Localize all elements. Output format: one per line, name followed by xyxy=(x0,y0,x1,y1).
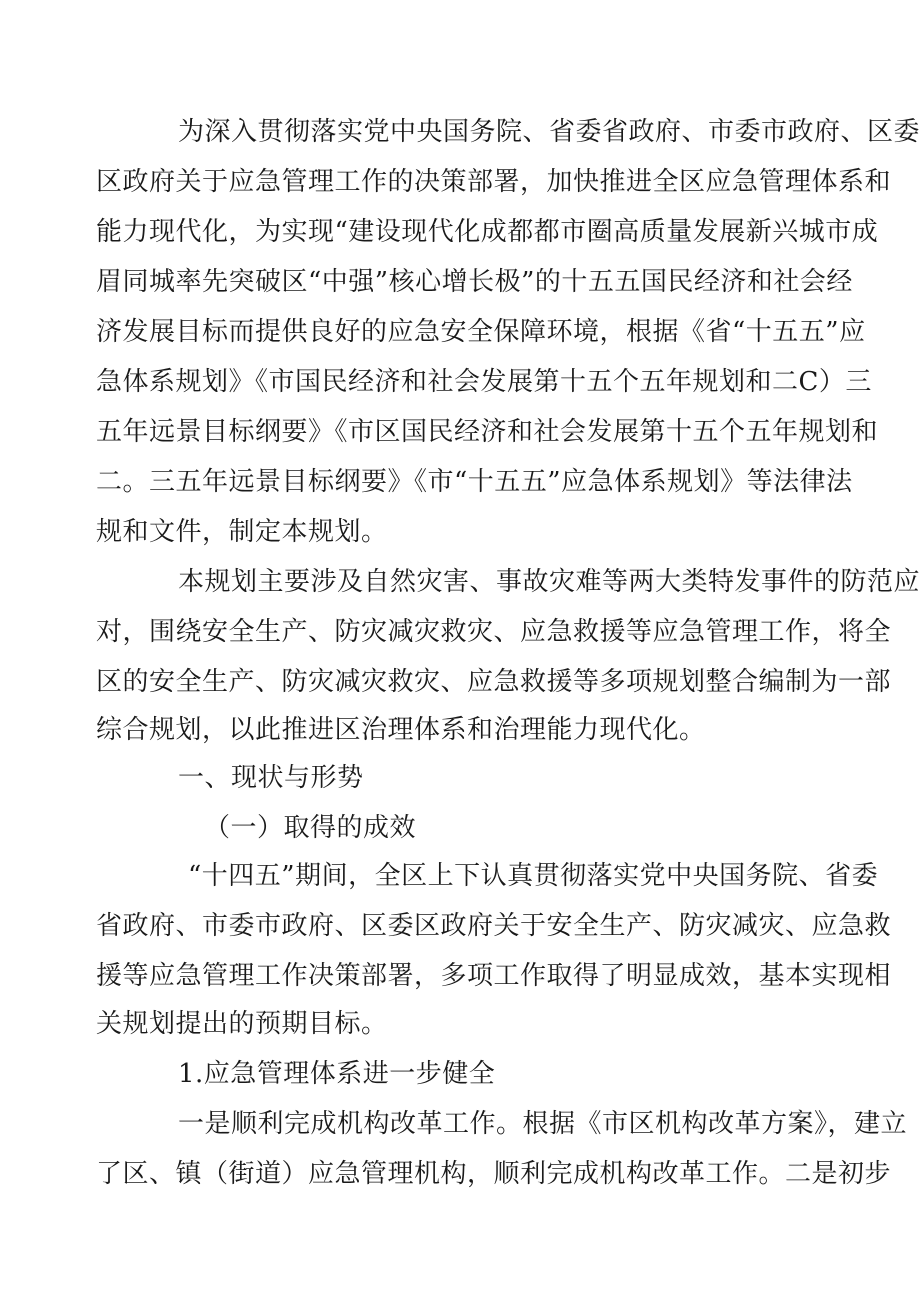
paragraph-1-line-5: 济发展目标而提供良好的应急安全保障环境，根据《省“十五五”应 xyxy=(96,317,866,347)
paragraph-1-line-1: 为深入贯彻落实党中央国务院、省委省政府、市委市政府、区委 xyxy=(178,117,920,147)
paragraph-1-line-3: 能力现代化，为实现“建设现代化成都都市圈高质量发展新兴城市成 xyxy=(96,217,879,247)
subsection-heading: （一）取得的成效 xyxy=(204,813,417,843)
paragraph-3-line-2: 省政府、市委市政府、区委区政府关于安全生产、防灾减灾、应急救 xyxy=(96,911,892,941)
paragraph-1-line-8: 二。三五年远景目标纲要》《市“十五五”应急体系规划》等法律法 xyxy=(96,467,853,497)
paragraph-3-line-4: 关规划提出的预期目标。 xyxy=(96,1009,388,1039)
paragraph-4-line-1: 一是顺利完成机构改革工作。根据《市区机构改革方案》，建立 xyxy=(178,1109,908,1139)
paragraph-2-line-1: 本规划主要涉及自然灾害、事故灾难等两大类特发事件的防范应 xyxy=(178,567,920,597)
section-heading: 一、现状与形势 xyxy=(178,763,364,793)
paragraph-4-line-2: 了区、镇（街道）应急管理机构，顺利完成机构改革工作。二是初步 xyxy=(96,1159,892,1189)
paragraph-3-line-3: 援等应急管理工作决策部署，多项工作取得了明显成效，基本实现相 xyxy=(96,961,892,991)
item-heading: 1.应急管理体系进一步健全 xyxy=(178,1059,496,1089)
paragraph-2-line-4: 综合规划，以此推进区治理体系和治理能力现代化。 xyxy=(96,715,706,745)
paragraph-1-line-7: 五年远景目标纲要》《市区国民经济和社会发展第十五个五年规划和 xyxy=(96,417,879,447)
paragraph-2-line-2: 对，围绕安全生产、防灾减灾救灾、应急救援等应急管理工作，将全 xyxy=(96,617,892,647)
paragraph-1-line-4: 眉同城率先突破区“中强”核心增长极”的十五五国民经济和社会经 xyxy=(96,267,853,297)
paragraph-1-line-2: 区政府关于应急管理工作的决策部署，加快推进全区应急管理体系和 xyxy=(96,167,892,197)
paragraph-2-line-3: 区的安全生产、防灾减灾救灾、应急救援等多项规划整合编制为一部 xyxy=(96,667,892,697)
paragraph-1-line-9: 规和文件，制定本规划。 xyxy=(96,517,388,547)
paragraph-1-line-6: 急体系规划》《市国民经济和社会发展第十五个五年规划和二C）三 xyxy=(96,367,872,397)
paragraph-3-line-1: “十四五”期间，全区上下认真贯彻落实党中央国务院、省委 xyxy=(188,861,879,891)
